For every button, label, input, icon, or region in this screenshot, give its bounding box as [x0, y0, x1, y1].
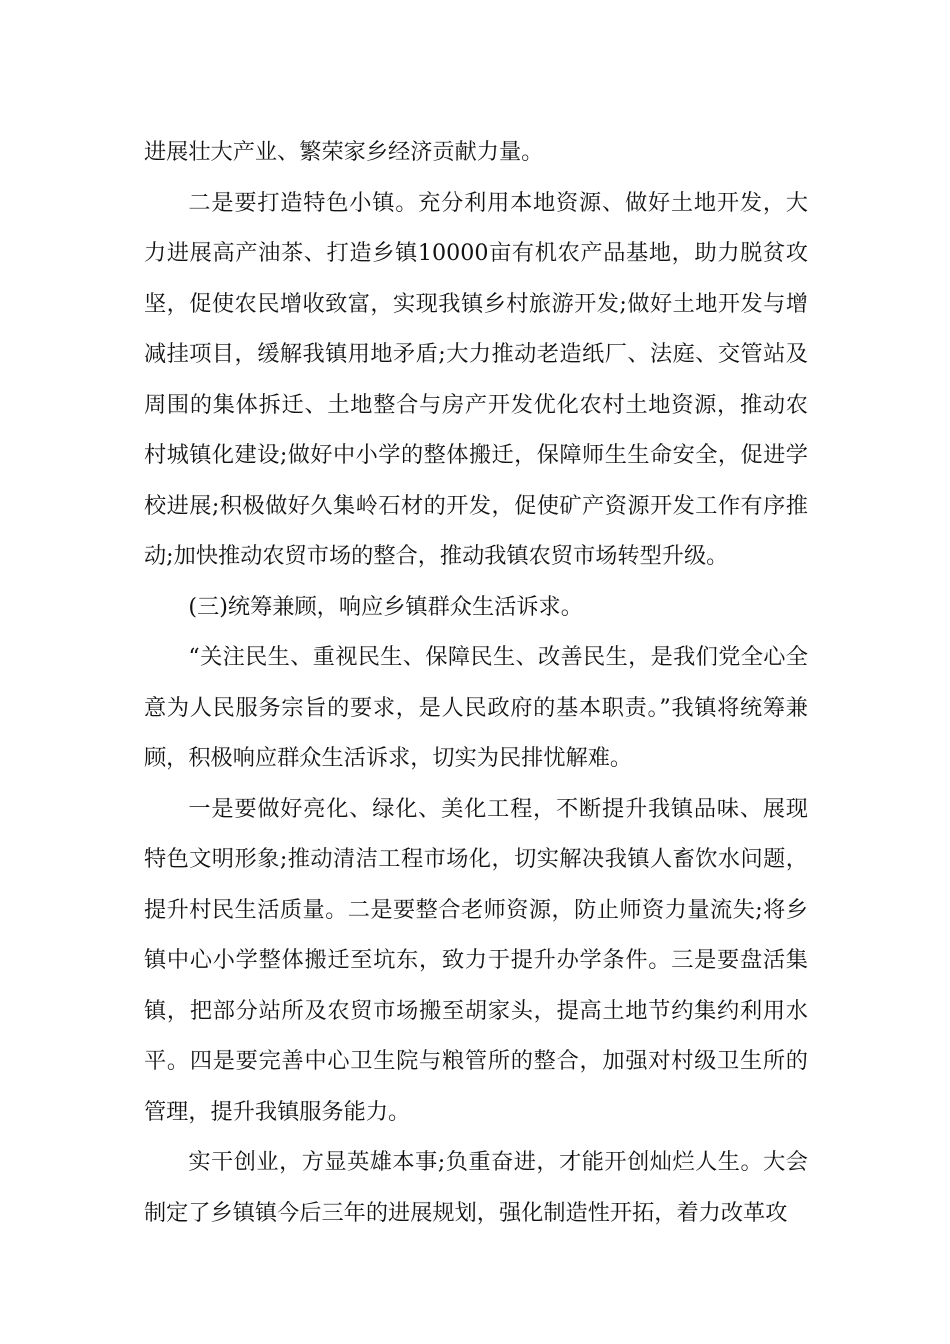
document-body: [144, 127, 808, 1238]
paragraph-closing: 实干创业，方显英雄本事;负重奋进，才能开创灿烂人生。大会制定了乡镇镇今后三年的进展规划，强化制造性开拓，着力改革攻: [144, 1149, 808, 1226]
paragraph-livelihood-measures: 一是要做好亮化、绿化、美化工程，不断提升我镇品味、展现特色文明形象;推动清洁工程市场化，切实解决我镇人畜饮水问题，提升村民生活质量。二是要整合老师资源，防止师资力量流失;将乡镇中心小学整体搬迁至坑东，致力于提升办学条件。三是要盘活集镇，把部分站所及农贸市场搬至胡家头，提高土地节约集约利用水平。四是要完善中心卫生院与粮管所的整合，加强对村级卫生所的管理，提升我镇服务能力。: [144, 795, 808, 1125]
paragraph-characteristic-town: 二是要打造特色小镇。充分利用本地资源、做好土地开发，大力进展高产油茶、打造乡镇10000亩有机农产品基地，助力脱贫攻坚，促使农民增收致富，实现我镇乡村旅游开发;做好土地开发与增减挂项目，缓解我镇用地矛盾;大力推动老造纸厂、法庭、交管站及周围的集体拆迁、土地整合与房产开发优化农村土地资源，推动农村城镇化建设;做好中小学的整体搬迁，保障师生生命安全，促进学校进展;积极做好久集岭石材的开发，促使矿产资源开发工作有序推动;加快推动农贸市场的整合，推动我镇农贸市场转型升级。: [144, 189, 808, 569]
paragraph-livelihood-quote: “关注民生、重视民生、保障民生、改善民生，是我们党全心全意为人民服务宗旨的要求，是人民政府的基本职责。”我镇将统筹兼顾，积极响应群众生活诉求，切实为民排忧解难。: [144, 644, 808, 771]
paragraph-continuation: 进展壮大产业、繁荣家乡经济贡献力量。: [144, 139, 544, 165]
section-heading-3: (三)统筹兼顾，响应乡镇群众生活诉求。: [188, 593, 583, 620]
